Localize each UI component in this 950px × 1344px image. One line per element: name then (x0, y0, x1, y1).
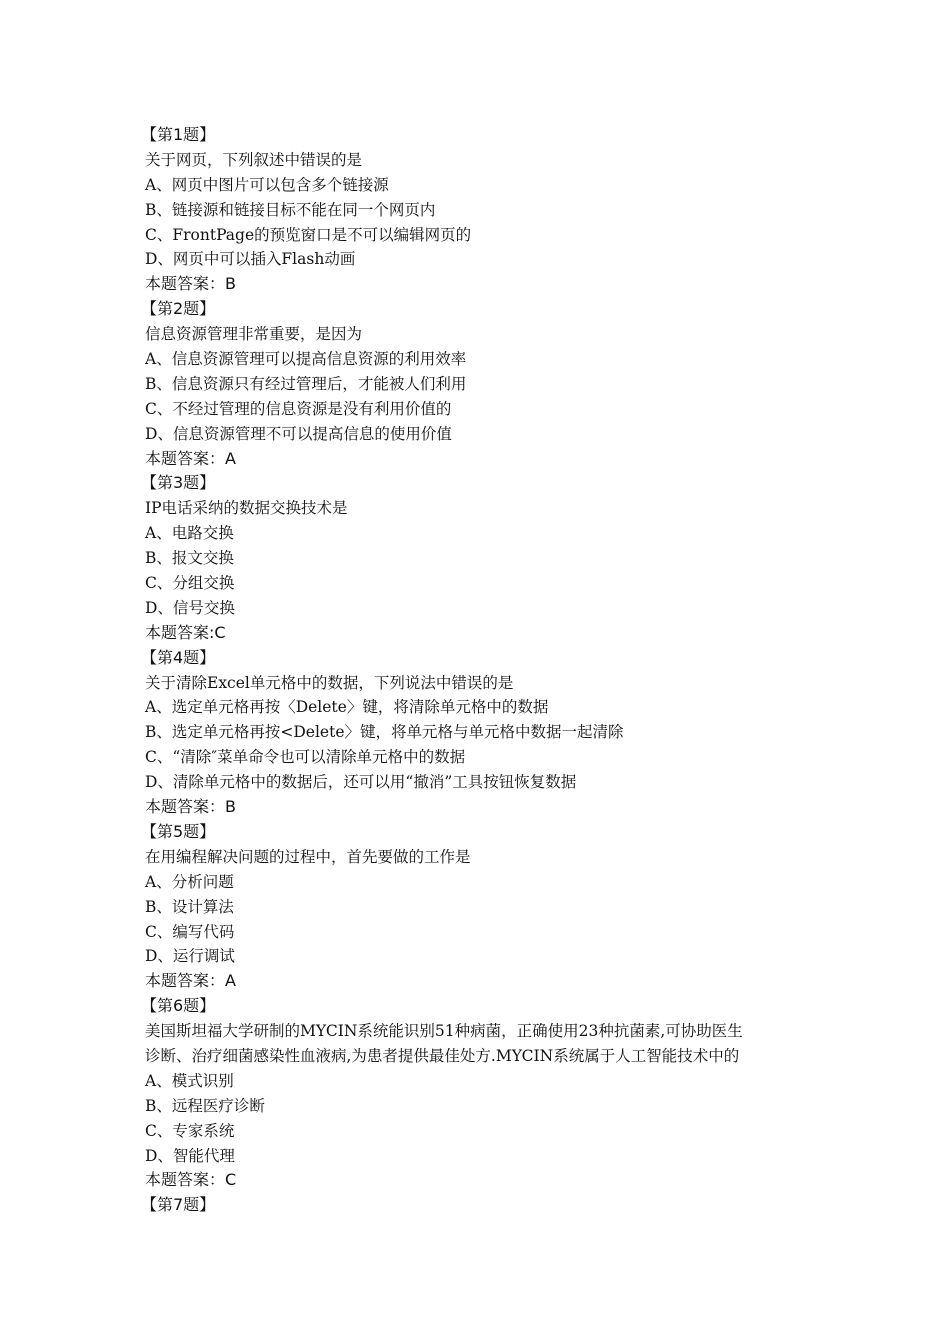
answer-option: D、智能代理 (145, 1146, 235, 1165)
answer-option: D、清除单元格中的数据后，还可以用“撤消”工具按钮恢复数据 (145, 773, 577, 792)
question-stem: 信息资源管理非常重要，是因为 (145, 325, 363, 344)
question-stem: IP电话采纳的数据交换技术是 (145, 499, 348, 518)
question-heading: 【第2题】 (141, 299, 216, 319)
question-stem: 诊断、治疗细菌感染性血液病,为患者提供最佳处方.MYCIN系统属于人工智能技术中的 (145, 1046, 740, 1065)
answer-option: A、分析问题 (145, 872, 234, 891)
question-heading: 【第3题】 (141, 473, 216, 493)
answer-option: A、信息资源管理可以提高信息资源的利用效率 (145, 350, 467, 369)
answer-option: B、远程医疗诊断 (145, 1096, 265, 1115)
answer-option: D、运行调试 (145, 947, 235, 966)
answer-option: C、专家系统 (145, 1121, 235, 1140)
answer-option: B、报文交换 (145, 549, 234, 568)
answer-option: D、信号交换 (145, 598, 235, 617)
question-heading: 【第1题】 (141, 125, 216, 144)
question-stem: 关于网页，下列叙述中错误的是 (145, 150, 363, 169)
answer-key: 本题答案:C (145, 622, 226, 642)
answer-option: C、分组交换 (145, 574, 235, 593)
answer-key: 本题答案：B (145, 274, 236, 294)
answer-option: A、模式识别 (145, 1071, 234, 1090)
answer-option: C、“清除″菜单命令也可以清除单元格中的数据 (145, 748, 466, 767)
question-heading: 【第7题】 (141, 1195, 216, 1215)
answer-key: 本题答案：B (145, 797, 236, 817)
document-body (141, 123, 865, 1218)
answer-key: 本题答案：A (145, 971, 236, 991)
question-stem: 关于清除Excel单元格中的数据，下列说法中错误的是 (145, 673, 514, 692)
answer-option: C、FrontPage的预览窗口是不可以编辑网页的 (145, 225, 472, 244)
answer-key: 本题答案：C (145, 1170, 237, 1190)
answer-option: C、不经过管理的信息资源是没有利用价值的 (145, 399, 452, 418)
question-stem: 在用编程解决问题的过程中，首先要做的工作是 (145, 847, 471, 866)
answer-option: A、电路交换 (145, 524, 234, 543)
answer-option: B、信息资源只有经过管理后，才能被人们利用 (145, 374, 467, 393)
answer-option: D、信息资源管理不可以提高信息的使用价值 (145, 424, 452, 443)
answer-option: C、编写代码 (145, 922, 235, 941)
answer-option: A、网页中图片可以包含多个链接源 (145, 175, 389, 194)
answer-key: 本题答案：A (145, 448, 236, 468)
question-heading: 【第4题】 (141, 647, 216, 667)
question-heading: 【第5题】 (141, 821, 216, 841)
answer-option: B、选定单元格再按<Delete〉键，将单元格与单元格中数据一起清除 (145, 723, 624, 742)
answer-option: B、设计算法 (145, 897, 234, 916)
answer-option: D、网页中可以插入Flash动画 (145, 250, 356, 269)
answer-option: A、选定单元格再按〈Delete〉键，将清除单元格中的数据 (145, 698, 549, 717)
question-stem: 美国斯坦福大学研制的MYCIN系统能识别51种病菌，正确使用23种抗菌素,可协助医生 (145, 1022, 743, 1041)
question-heading: 【第6题】 (141, 996, 216, 1016)
answer-option: B、链接源和链接目标不能在同一个网页内 (145, 200, 436, 219)
